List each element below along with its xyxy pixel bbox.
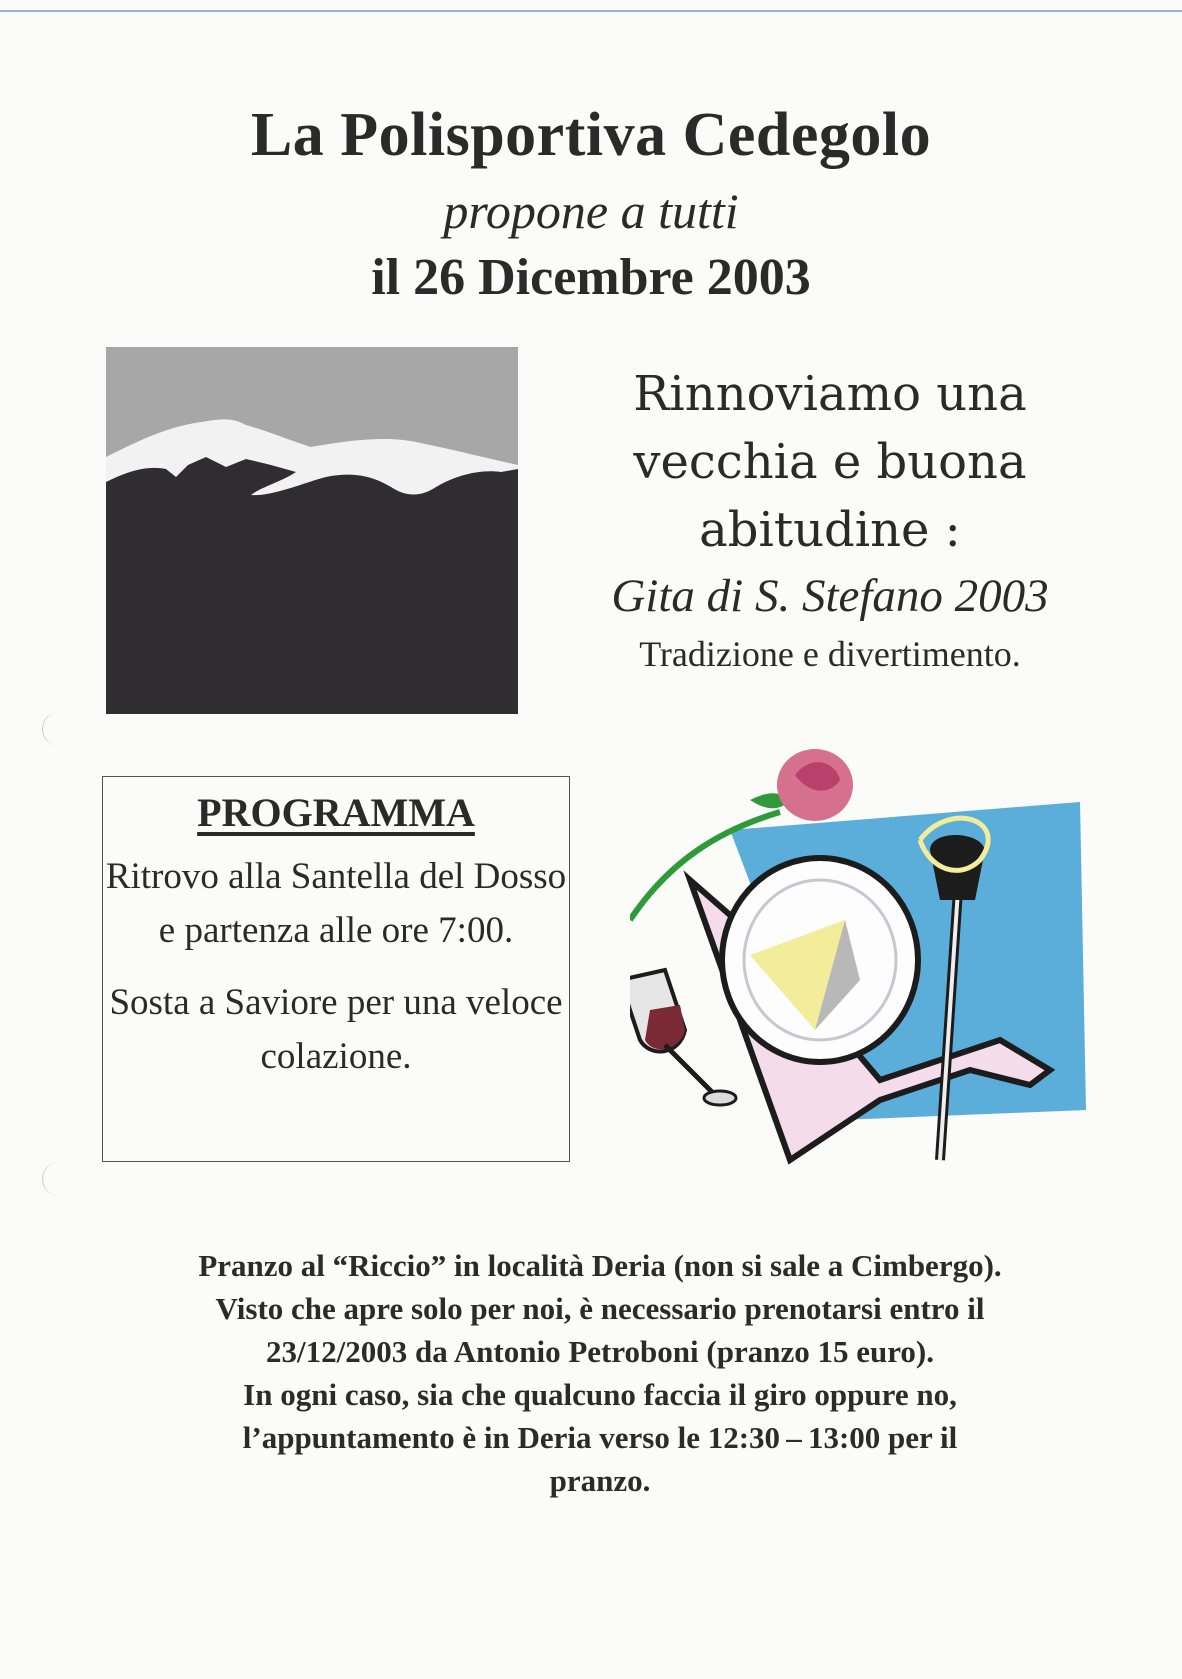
page-title: La Polisportiva Cedegolo [250,101,932,169]
top-border-line [0,10,1182,12]
footer-line-3: 23/12/2003 da Antonio Petroboni (pranzo 15 euro). [266,1334,934,1369]
footer-line-1: Pranzo al “Riccio” in località Deria (non si sale a Cimbergo). [198,1248,1002,1283]
footer-info [80,1244,1120,1502]
footer-line-4: In ogni caso, sia che qualcuno faccia il giro oppure no, [243,1377,957,1412]
mountain-range [106,457,518,714]
mountain-illustration [106,347,518,714]
programma-heading: PROGRAMMA [197,790,475,835]
footer-line-2: Visto che apre solo per noi, è necessario prenotarsi entro il [215,1291,985,1326]
page-subtitle: propone a tutti [443,183,739,239]
intro-line-3: abitudine : [699,502,961,558]
event-tagline: Tradizione e divertimento. [639,634,1021,674]
footer-line-5: l’appuntamento è in Deria verso le 12:30 – 13:00 per il [242,1420,958,1455]
event-date: il 26 Dicembre 2003 [371,249,811,306]
programma-item-2: Sosta a Saviore per una veloce colazione. [109,982,563,1077]
intro-line-1: Rinnoviamo una [633,366,1027,422]
intro-line-2: vecchia e buona [633,434,1027,490]
footer-line-6: pranzo. [549,1463,651,1498]
binder-hole [42,712,77,746]
programma-item-1: Ritrovo alla Santella del Dosso e partenza alle ore 7:00. [105,856,567,951]
intro-text [560,360,1100,680]
binder-hole [42,1162,77,1196]
dinner-illustration [630,740,1100,1180]
event-name: Gita di S. Stefano 2003 [611,570,1049,622]
programma-box [102,776,570,1162]
